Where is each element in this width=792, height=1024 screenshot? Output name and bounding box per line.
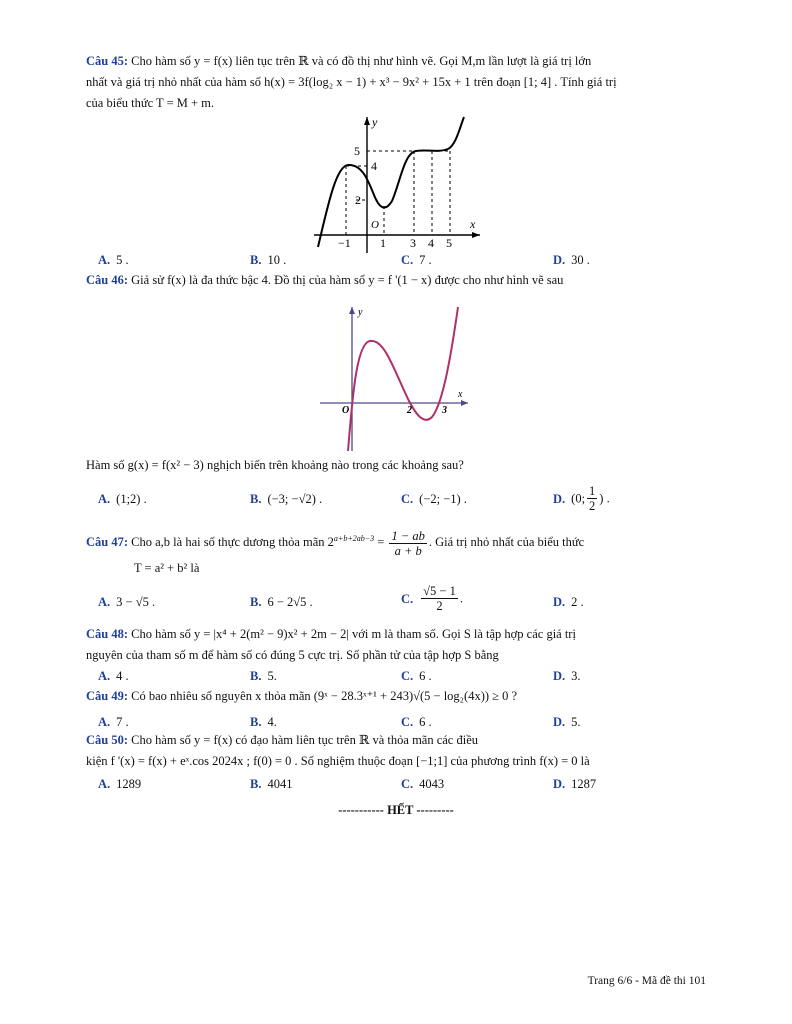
question-49 [86,686,708,707]
question-text: kiện f '(x) = f(x) + eˣ.cos 2024x ; f(0) = 0 . Số nghiệm thuộc đoạn [−1;1] của phương trình f(x) = 0 là [86,754,590,768]
question-text: Hàm số g(x) = f(x² − 3) nghịch biến trên khoảng nào trong các khoảng sau? [86,458,464,472]
option-key: B. [250,669,262,683]
option-a[interactable] [98,252,129,268]
tick-label: 1 [380,236,386,250]
tick-label: 2 [355,193,361,207]
option-text: 7 . [419,253,432,267]
option-key: D. [553,491,566,506]
option-text: 7 . [116,715,129,729]
option-text: 4. [267,715,277,729]
option-a[interactable] [98,668,129,684]
option-text: 3. [571,669,581,683]
x-axis-label: x [470,217,476,231]
option-text: 4041 [267,777,293,791]
option-text: (−2; −1) . [419,492,467,506]
tick-label: −1 [338,236,351,250]
option-key: D. [553,777,566,791]
option-key: B. [250,253,262,267]
option-text: 4043 [419,777,445,791]
option-text: ) . [599,491,610,506]
question-48 [86,624,708,666]
question-text: Cho hàm số y = |x⁴ + 2(m² − 9)x² + 2m − 2| với m là tham số. Gọi S là tập hợp các giá trị [131,627,576,641]
option-key: B. [250,777,262,791]
option-key: C. [401,715,414,729]
option-text: 5. [571,715,581,729]
option-key: D. [553,715,566,729]
option-text: 30 . [571,253,590,267]
question-text: T = a² + b² là [134,561,200,576]
option-key: D. [553,669,566,683]
option-key: A. [98,669,111,683]
option-d[interactable] [553,252,590,268]
option-text: (1;2) . [116,492,147,506]
y-axis-label: y [358,307,363,318]
option-a[interactable] [98,594,155,610]
option-c[interactable] [401,714,432,730]
option-d[interactable] [553,668,581,684]
option-text: 5 . [116,253,129,267]
fraction-numerator: 1 − ab [391,528,425,543]
option-key: C. [401,669,414,683]
option-text: 5. [267,669,277,683]
question-46 [86,270,708,291]
fraction-denominator: 2 [589,499,596,513]
tick-label: 4 [428,236,434,250]
question-45 [86,51,708,114]
option-text: 3 − √5 . [116,595,156,609]
x-axis-label: x [458,389,463,400]
exponent: a+b+2ab−3 [333,534,375,543]
question-text: . Giá trị nhỏ nhất của biểu thức [428,535,585,550]
fraction-denominator: a + b [394,543,422,558]
option-a[interactable] [98,776,141,792]
option-key: B. [250,492,262,506]
option-text: (−3; −√2) . [267,492,323,506]
option-text: (0; [571,491,586,506]
question-label: Câu 50: [86,733,129,747]
question-text: Giả sử f(x) là đa thức bậc 4. Đồ thị của hàm số y = f '(1 − x) được cho như hình vẽ sau [131,273,564,287]
option-key: A. [98,715,111,729]
question-text: nhất và giá trị nhỏ nhất của hàm số h(x) = 3f(log₂ x − 1) + x³ − 9x² + 15x + 1 trên đoạn [1; 4] . Tính giá trị [86,75,617,89]
option-key: C. [401,591,414,606]
option-key: C. [401,253,414,267]
option-key: C. [401,777,414,791]
option-c[interactable] [401,668,432,684]
option-key: D. [553,253,566,267]
option-key: A. [98,492,111,506]
option-a[interactable] [98,491,147,507]
fraction-denominator: 2 [436,599,443,613]
option-text: . [459,591,463,606]
option-text: 6 − 2√5 . [267,595,313,609]
fraction-numerator: √5 − 1 [423,584,456,598]
option-text: 2 . [571,595,584,609]
question-label: Câu 49: [86,689,129,703]
graph-q46 [318,303,470,453]
tick-label: 5 [354,144,360,158]
question-50 [86,730,708,772]
question-46-stem [86,455,708,476]
option-key: D. [553,595,566,609]
option-text: 6 . [419,669,432,683]
equals: = [374,535,388,550]
option-text: 4 . [116,669,129,683]
option-c[interactable] [401,252,432,268]
question-text: Có bao nhiêu số nguyên x thỏa mãn (9ˣ − 28.3ˣ⁺¹ + 243)√(5 − log₂(4x)) ≥ 0 ? [131,689,518,703]
end-marker: ----------- HẾT --------- [338,803,454,817]
tick-label: 3 [442,405,447,416]
option-b[interactable] [250,776,292,792]
question-text: Cho a,b là hai số thực dương thỏa mãn 2 [131,535,334,550]
option-text: 10 . [267,253,287,267]
option-d[interactable] [553,484,610,513]
y-axis-label: y [372,115,378,129]
option-key: B. [250,715,262,729]
graph-q45 [310,115,482,255]
option-d[interactable] [553,776,596,792]
option-key: A. [98,595,111,609]
option-c[interactable] [401,584,463,613]
question-text: Cho hàm số y = f(x) có đạo hàm liên tục trên ℝ và thỏa mãn các điều [131,733,479,747]
question-label: Câu 48: [86,627,129,641]
option-c[interactable] [401,776,444,792]
option-b[interactable] [250,668,277,684]
option-b[interactable] [250,252,286,268]
tick-label: 5 [446,236,452,250]
tick-label: 3 [410,236,416,250]
option-c[interactable] [401,491,467,507]
option-a[interactable] [98,714,129,730]
option-text: 1289 [116,777,142,791]
option-text: 1287 [571,777,597,791]
page-footer: Trang 6/6 - Mã đề thi 101 [587,975,706,987]
question-text: Cho hàm số y = f(x) liên tục trên ℝ và có đồ thị như hình vẽ. Gọi M,m lần lượt là giá trị lớn [131,54,592,68]
option-text: 6 . [419,715,432,729]
fraction-numerator: 1 [589,484,596,498]
option-d[interactable] [553,714,581,730]
option-d[interactable] [553,594,584,610]
option-b[interactable] [250,594,313,610]
question-text: nguyên của tham số m để hàm số có đúng 5 cực trị. Số phần tử của tập hợp S bằng [86,648,499,662]
option-b[interactable] [250,491,322,507]
option-key: A. [98,253,111,267]
option-b[interactable] [250,714,277,730]
question-label: Câu 47: [86,535,129,550]
question-47 [86,523,708,579]
origin-label: O [342,405,350,416]
origin-label: O [371,219,379,231]
tick-label: 2 [407,405,412,416]
option-key: C. [401,492,414,506]
question-label: Câu 46: [86,273,129,287]
option-key: B. [250,595,262,609]
option-key: A. [98,777,111,791]
question-text: của biểu thức T = M + m. [86,96,215,110]
tick-label: 4 [371,159,377,173]
question-label: Câu 45: [86,54,129,68]
